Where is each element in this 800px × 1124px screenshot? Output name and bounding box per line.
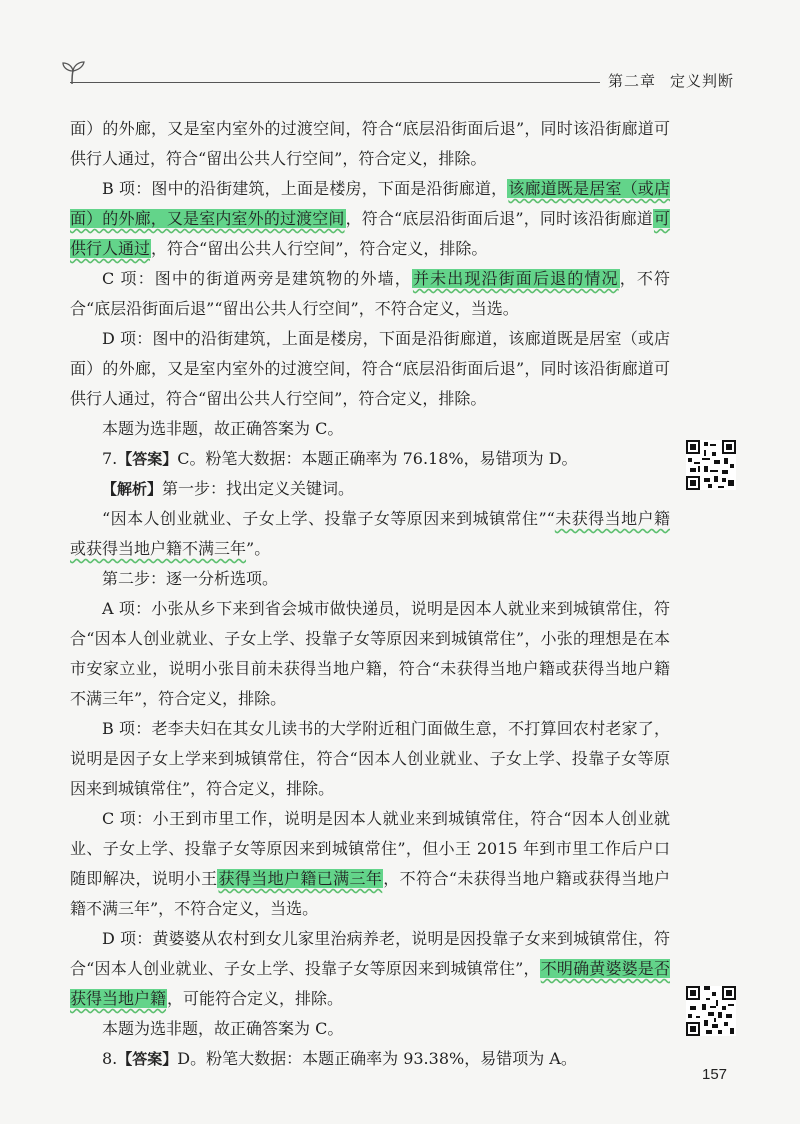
qr-code-icon[interactable] <box>686 986 736 1036</box>
analysis-7: 【解析】第一步：找出定义关键词。 <box>102 479 355 498</box>
chapter-number: 第二章 <box>608 72 657 90</box>
analysis-tag: 【解析】 <box>102 480 163 498</box>
page-number: 157 <box>702 1066 728 1083</box>
paragraph-option-b: B 项：图中的沿街建筑，上面是楼房，下面是沿街廊道，该廊道既是居室（或店面）的外廊，又是室内室外的过渡空间，符合“底层沿街面后退”，同时该沿街廊道可供行人通过，符合“留出公共人行空间”，符合定义，排除。 <box>70 179 670 258</box>
paragraph-option-d: D 项：图中的沿街建筑，上面是楼房，下面是沿街廊道，该廊道既是居室（或店面）的外廊，又是室内室外的过渡空间，符合“底层沿街面后退”，同时该沿街廊道可供行人通过，符合“留出公共人行空间”，符合定义，排除。 <box>70 329 670 408</box>
answer-tag: 【答案】 <box>117 450 178 468</box>
sprout-icon <box>58 58 88 88</box>
highlight: 可供行人通过 <box>70 209 670 258</box>
qr-code-icon[interactable] <box>686 440 736 490</box>
header-rule <box>70 82 600 83</box>
paragraph-q7-option-b: B 项：老李夫妇在其女儿读书的大学附近租门面做生意，不打算回农村老家了，说明是因子女上学来到城镇常住，符合“因本人创业就业、子女上学、投靠子女等原因来到城镇常住”，符合定义，排除。 <box>70 719 670 798</box>
highlight: 获得当地户籍已满三年 <box>218 869 383 888</box>
wavy-underline: 未获得当地户籍或获得当地户籍不满三年 <box>70 509 670 558</box>
highlight: 不明确黄婆婆是否获得当地户籍 <box>70 959 670 1008</box>
paragraph-q7-option-c: C 项：小王到市里工作，说明是因本人就业来到城镇常住，符合“因本人创业就业、子女上学、投靠子女等原因来到城镇常住”，但小王 2015 年到市里工作后户口随即解决，说明小王获得当地户籍已满三年，不符合“未获得当地户籍或获得当地户籍不满三年”，不符合定义，当选。 <box>70 809 670 918</box>
paragraph-option-c: C 项：图中的街道两旁是建筑物的外墙，并未出现沿街面后退的情况，不符合“底层沿街面后退”“留出公共人行空间”，不符合定义，当选。 <box>70 269 670 318</box>
keywords-paragraph: “因本人创业就业、子女上学、投靠子女等原因来到城镇常住”“未获得当地户籍或获得当地户籍不满三年”。 <box>70 509 670 558</box>
paragraph-q7-option-d: D 项：黄婆婆从农村到女儿家里治病养老，说明是因投靠子女来到城镇常住，符合“因本人创业就业、子女上学、投靠子女等原因来到城镇常住”，不明确黄婆婆是否获得当地户籍，可能符合定义，排除。 <box>70 929 670 1008</box>
chapter-title: 定义判断 <box>670 72 735 90</box>
answer-8: 8.【答案】D。粉笔大数据：本题正确率为 93.38%，易错项为 A。 <box>102 1049 577 1068</box>
highlight: 并未出现沿街面后退的情况 <box>412 269 619 288</box>
page-content <box>70 114 670 1074</box>
answer-7: 7.【答案】C。粉笔大数据：本题正确率为 76.18%，易错项为 D。 <box>102 449 578 468</box>
step-two: 第二步：逐一分析选项。 <box>102 569 279 588</box>
conclusion-7: 本题为选非题，故正确答案为 C。 <box>102 1019 344 1038</box>
highlight: 该廊道既是居室（或店面）的外廊，又是室内室外的过渡空间 <box>70 179 670 228</box>
paragraph-q7-option-a: A 项：小张从乡下来到省会城市做快递员，说明是因本人就业来到城镇常住，符合“因本人创业就业、子女上学、投靠子女等原因来到城镇常住”，小张的理想是在本市安家立业，说明小张目前未获得当地户籍，符合“未获得当地户籍或获得当地户籍不满三年”，符合定义，排除。 <box>70 599 670 708</box>
answer-tag: 【答案】 <box>117 1050 178 1068</box>
paragraph-a-continued: 面）的外廊，又是室内室外的过渡空间，符合“底层沿街面后退”，同时该沿街廊道可供行人通过，符合“留出公共人行空间”，符合定义，排除。 <box>70 119 670 168</box>
chapter-header <box>608 70 734 91</box>
conclusion-6: 本题为选非题，故正确答案为 C。 <box>102 419 344 438</box>
